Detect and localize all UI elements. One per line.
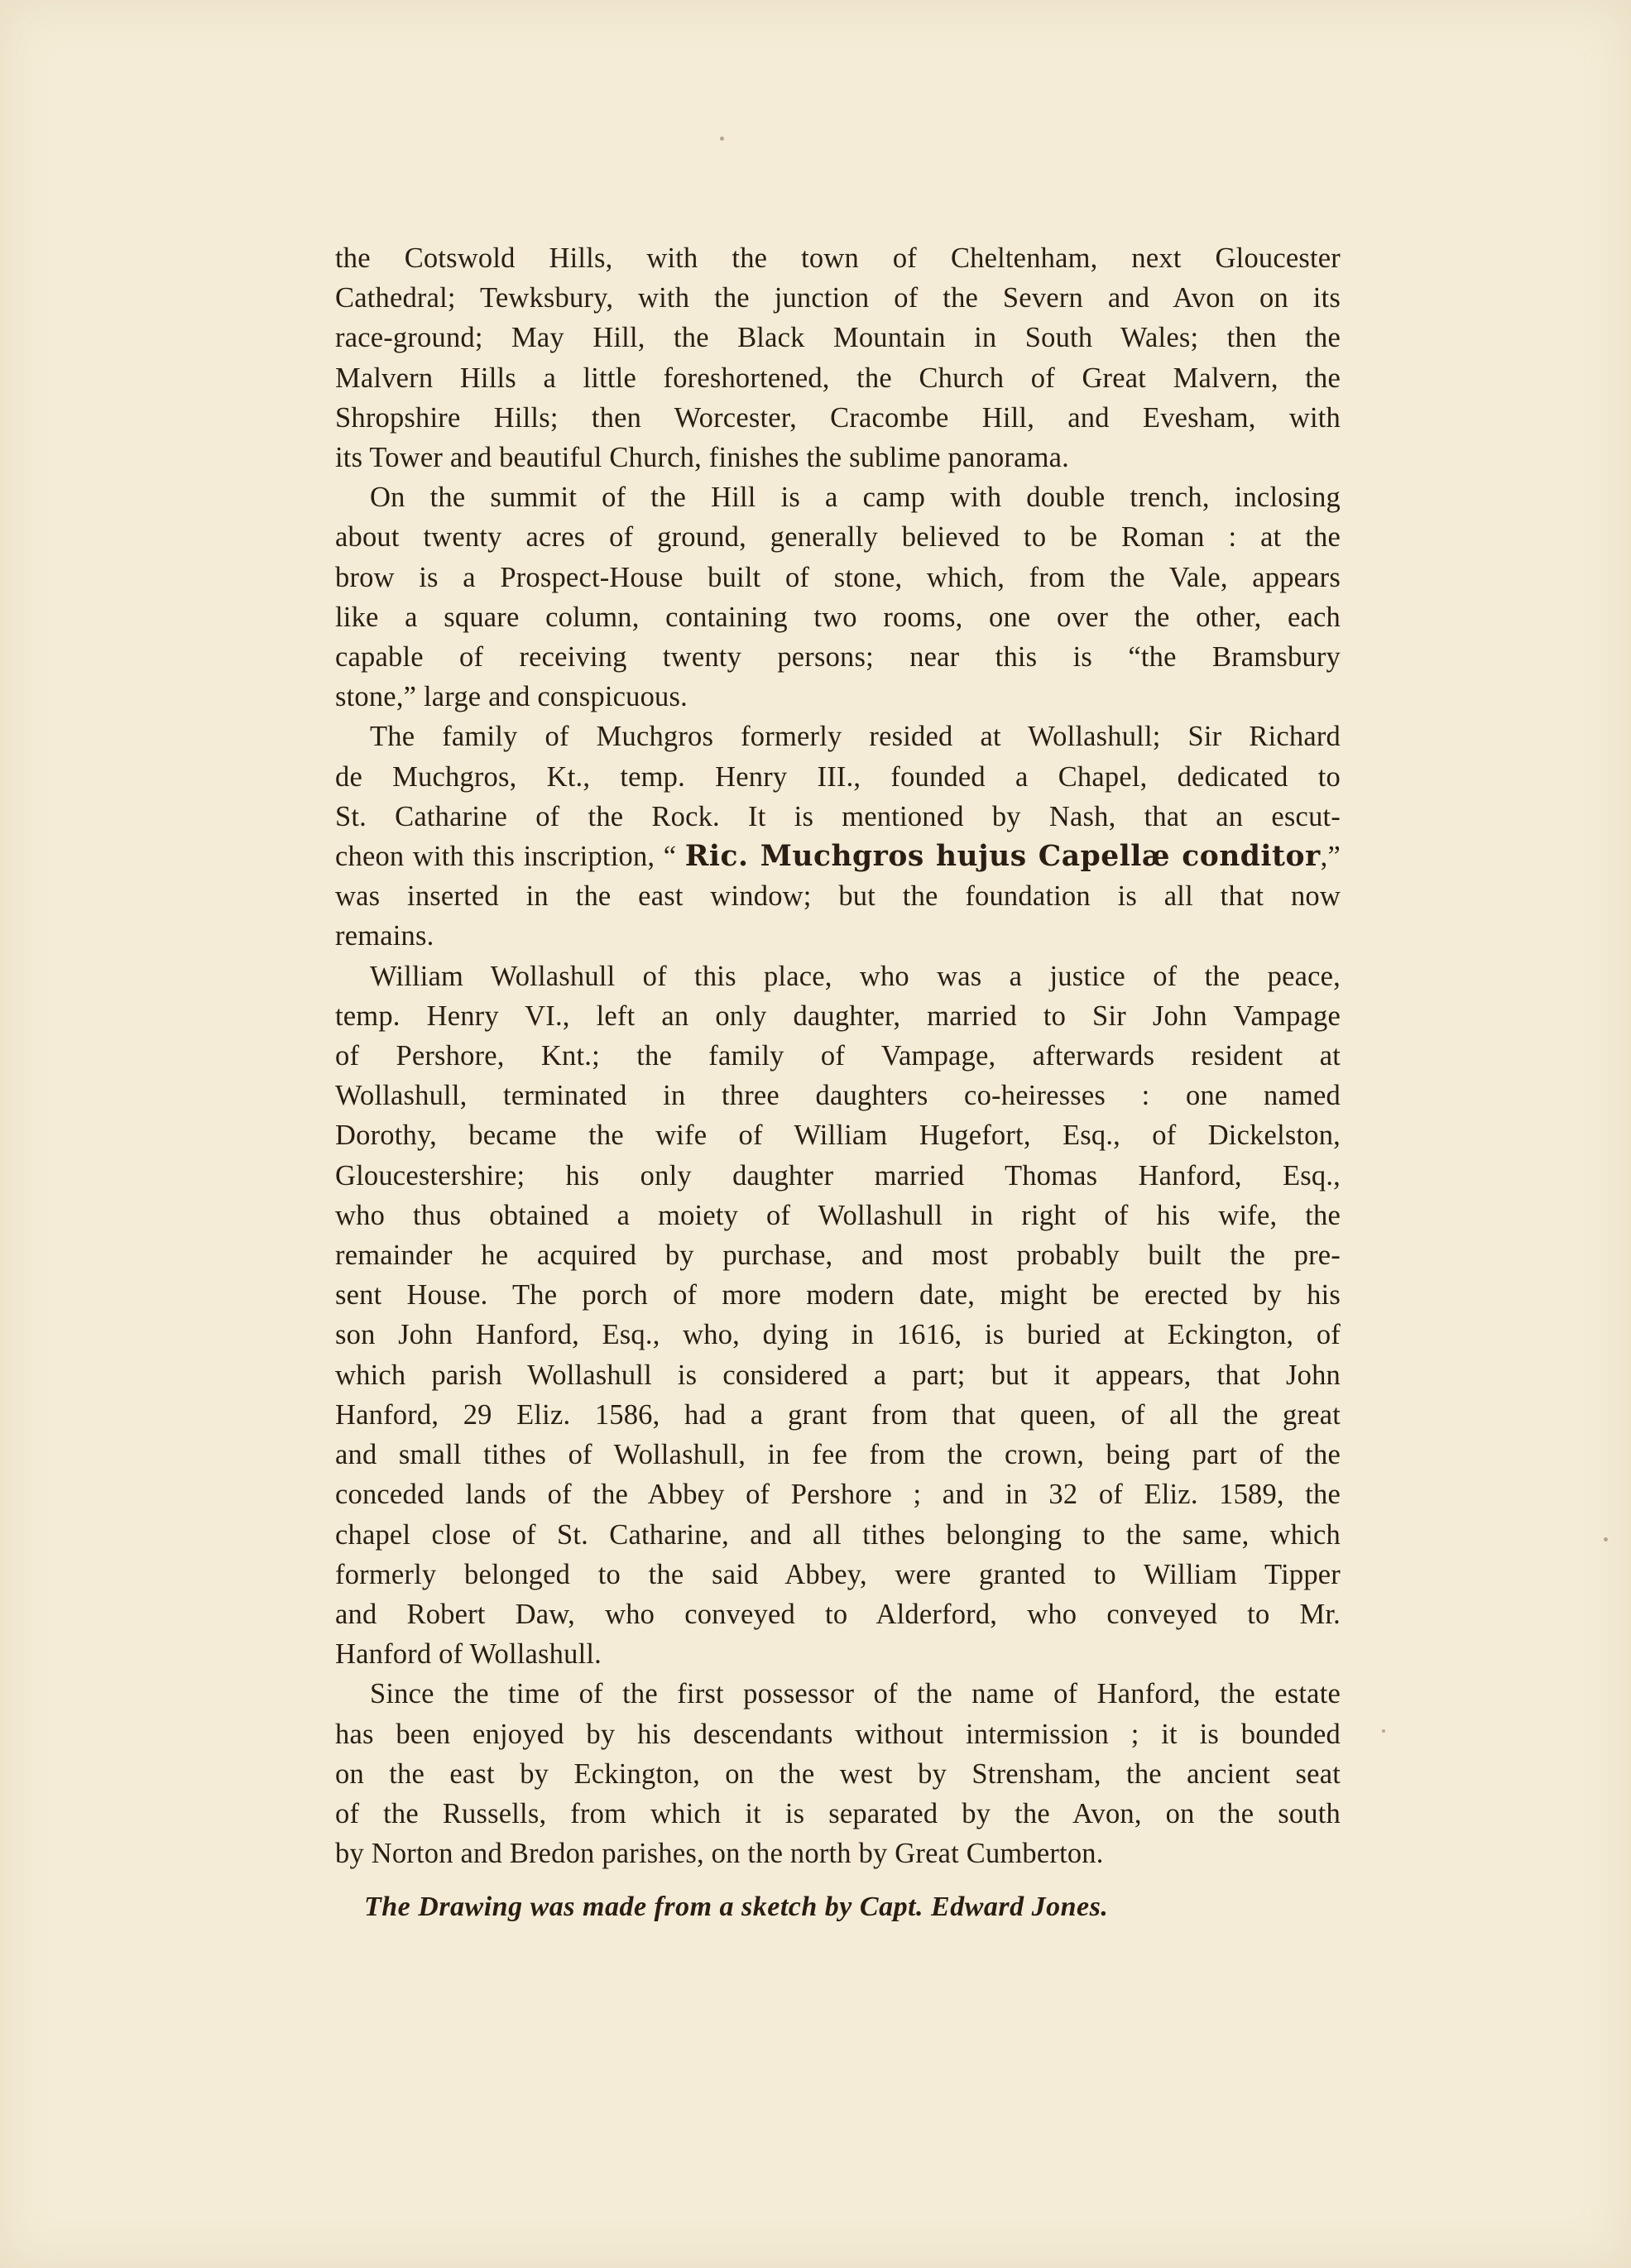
paragraph xyxy=(335,717,1341,956)
text-line: capable of receiving twenty persons; near this is “the Bramsbury xyxy=(335,641,1341,674)
text-line: its Tower and beautiful Church, finishes the sublime panorama. xyxy=(335,442,1069,474)
text-line: St. Catharine of the Rock. It is mentioned by Nash, that an escut- xyxy=(335,800,1341,832)
text-line: sent House. The porch of more modern date, might be erected by his xyxy=(335,1279,1341,1311)
paper-speck xyxy=(1382,1729,1385,1733)
text-line: remains. xyxy=(335,920,434,952)
text-line: son John Hanford, Esq., who, dying in 1616, is buried at Eckington, of xyxy=(335,1319,1341,1351)
text-line: chapel close of St. Catharine, and all tithes belonging to the same, which xyxy=(335,1518,1341,1551)
text-line: and small tithes of Wollashull, in fee from the crown, being part of the xyxy=(335,1439,1341,1471)
text-line: temp. Henry VI., left an only daughter, married to Sir John Vampage xyxy=(335,1000,1341,1032)
body-text xyxy=(335,238,1341,1873)
text-line: race-ground; May Hill, the Black Mountain in South Wales; then the xyxy=(335,322,1341,354)
paragraph xyxy=(335,238,1341,477)
text-line: who thus obtained a moiety of Wollashull in right of his wife, the xyxy=(335,1199,1341,1231)
text-line: de Muchgros, Kt., temp. Henry III., founded a Chapel, dedicated to xyxy=(335,760,1341,793)
text-line: which parish Wollashull is considered a part; but it appears, that John xyxy=(335,1359,1341,1391)
text-line: Cathedral; Tewksbury, with the junction of the Severn and Avon on its xyxy=(335,282,1341,314)
text-line: Dorothy, became the wife of William Hugefort, Esq., of Dickelston, xyxy=(335,1120,1341,1152)
text-line: has been enjoyed by his descendants without intermission ; it is bounded xyxy=(335,1718,1341,1750)
text-line: on the east by Eckington, on the west by Strensham, the ancient seat xyxy=(335,1757,1341,1790)
paper-speck xyxy=(720,137,724,141)
text-line: William Wollashull of this place, who was a justice of the peace, xyxy=(370,960,1341,992)
text-line: conceded lands of the Abbey of Pershore ; and in 32 of Eliz. 1589, the xyxy=(335,1479,1341,1511)
text-line: Hanford of Wollashull. xyxy=(335,1638,602,1671)
illustration-credit-caption: The Drawing was made from a sketch by Capt. Edward Jones. xyxy=(364,1892,1109,1922)
paragraph xyxy=(335,957,1341,1675)
text-line: Since the time of the first possessor of the name of Hanford, the estate xyxy=(370,1678,1341,1710)
text-line: formerly belonged to the said Abbey, were granted to William Tipper xyxy=(335,1558,1341,1590)
text-line: about twenty acres of ground, generally believed to be Roman : at the xyxy=(335,521,1341,554)
paragraph xyxy=(335,1674,1341,1873)
paper-speck xyxy=(1604,1537,1608,1542)
text-line: of the Russells, from which it is separated by the Avon, on the south xyxy=(335,1797,1341,1829)
text-line: On the summit of the Hill is a camp with double trench, inclosing xyxy=(370,482,1341,514)
text-line: like a square column, containing two rooms, one over the other, each xyxy=(335,601,1341,633)
blackletter-inscription: Ric. Muchgros hujus Capellæ conditor xyxy=(684,840,1321,874)
text-line: and Robert Daw, who conveyed to Alderford, who conveyed to Mr. xyxy=(335,1598,1341,1630)
text-line: The family of Muchgros formerly resided at Wollashull; Sir Richard xyxy=(370,721,1341,753)
text-line: the Cotswold Hills, with the town of Cheltenham, next Gloucester xyxy=(335,242,1341,274)
text-line: Malvern Hills a little foreshortened, the Church of Great Malvern, the xyxy=(335,362,1341,394)
text-line: of Pershore, Knt.; the family of Vampage, afterwards resident at xyxy=(335,1040,1341,1072)
text-line: stone,” large and conspicuous. xyxy=(335,681,688,713)
text-line: Wollashull, terminated in three daughters co-heiresses : one named xyxy=(335,1080,1341,1112)
text-line: remainder he acquired by purchase, and most probably built the pre- xyxy=(335,1239,1341,1272)
text-line: Gloucestershire; his only daughter married Thomas Hanford, Esq., xyxy=(335,1159,1341,1192)
paragraph xyxy=(335,477,1341,717)
text-line: Shropshire Hills; then Worcester, Cracombe Hill, and Evesham, with xyxy=(335,401,1341,434)
text-line: cheon with this inscription, “ Ric. Muchgros hujus Capellæ conditor,” xyxy=(335,840,1341,874)
text-line: brow is a Prospect-House built of stone, which, from the Vale, appears xyxy=(335,561,1341,593)
text-line: was inserted in the east window; but the foundation is all that now xyxy=(335,880,1341,913)
text-line: by Norton and Bredon parishes, on the north by Great Cumberton. xyxy=(335,1838,1104,1870)
text-line: Hanford, 29 Eliz. 1586, had a grant from that queen, of all the great xyxy=(335,1398,1341,1431)
